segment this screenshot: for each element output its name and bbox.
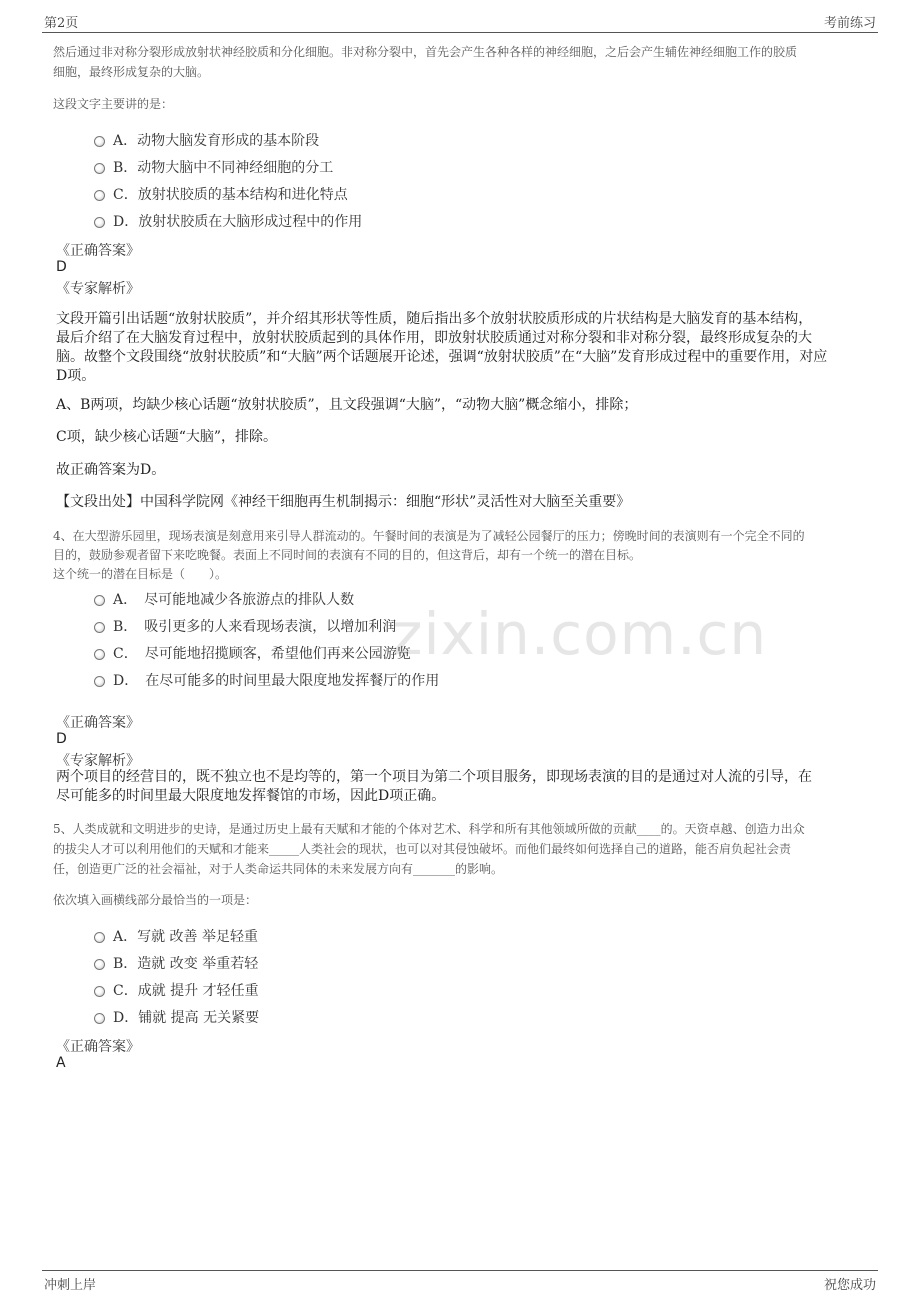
- q5-option-d[interactable]: [94, 1007, 259, 1027]
- q4-answer-label: 《正确答案》: [56, 715, 140, 731]
- q3-answer-label: 《正确答案》: [56, 243, 140, 259]
- option-label: B．动物大脑中不同神经细胞的分工: [113, 160, 334, 176]
- q3-passage-line: 然后通过非对称分裂形成放射状神经胶质和分化细胞。非对称分裂中，首先会产生各种各样的神经细胞，之后会产生辅佐神经细胞工作的胶质: [53, 45, 798, 59]
- q4-analysis: [56, 768, 812, 806]
- q3-option-c[interactable]: [94, 184, 348, 204]
- q4-option-d[interactable]: [94, 670, 439, 690]
- q3-option-d[interactable]: [94, 211, 362, 231]
- q5-prompt: 依次填入画横线部分最恰当的一项是：: [53, 893, 258, 907]
- analysis-line: 文段开篇引出话题“放射状胶质”，并介绍其形状等性质，随后指出多个放射状胶质形成的片状结构是大脑发育的基本结构，: [56, 311, 813, 327]
- q3-passage-line: 细胞，最终形成复杂的大脑。: [53, 65, 210, 79]
- option-label: A． 尽可能地减少各旅游点的排队人数: [113, 592, 355, 608]
- radio-button-icon[interactable]: [94, 932, 105, 943]
- radio-button-icon[interactable]: [94, 163, 105, 174]
- q4-question: [53, 527, 805, 584]
- option-label: A．动物大脑发育形成的基本阶段: [113, 133, 320, 149]
- q3-passage: [53, 42, 797, 82]
- q3-analysis: [56, 310, 827, 386]
- q5-question: [53, 819, 805, 879]
- option-label: D． 在尽可能多的时间里最大限度地发挥餐厅的作用: [113, 673, 440, 689]
- q4-option-c[interactable]: [94, 643, 411, 663]
- q3-source: 【文段出处】中国科学院网《神经干细胞再生机制揭示：细胞“形状”灵活性对大脑至关重要》: [56, 494, 631, 510]
- q3-prompt: 这段文字主要讲的是：: [53, 97, 174, 111]
- q3-option-b[interactable]: [94, 157, 333, 177]
- analysis-line: 两个项目的经营目的，既不独立也不是均等的，第一个项目为第二个项目服务，即现场表演的目的是通过对人流的引导，在: [56, 769, 812, 785]
- option-label: B． 吸引更多的人来看现场表演，以增加利润: [113, 619, 397, 635]
- watermark: zixin.com.cn: [392, 600, 768, 668]
- option-label: D．铺就 提高 无关紧要: [113, 1010, 260, 1026]
- q5-answer: A: [56, 1055, 66, 1071]
- q5-question-line: 任，创造更广泛的社会福祉，对于人类命运共同体的未来发展方向有_______的影响。: [53, 862, 504, 876]
- q3-analysis-label: 《专家解析》: [56, 281, 140, 297]
- q4-question-line: 目的，鼓励参观者留下来吃晚餐。表面上不同时间的表演有不同的目的，但这背后，却有一个统一的潜在目标。: [53, 548, 642, 562]
- radio-button-icon[interactable]: [94, 595, 105, 606]
- radio-button-icon[interactable]: [94, 217, 105, 228]
- q5-question-line: 的拔尖人才可以利用他们的天赋和才能来_____人类社会的现状，也可以对其侵蚀破坏。而他们最终如何选择自己的道路，能否肩负起社会责: [53, 842, 792, 856]
- option-label: A．写就 改善 举足轻重: [113, 929, 259, 945]
- q3-answer: D: [56, 259, 67, 275]
- radio-button-icon[interactable]: [94, 136, 105, 147]
- footer-left-text: 冲刺上岸: [44, 1278, 97, 1293]
- q5-question-line: 5、人类成就和文明进步的史诗，是通过历史上最有天赋和才能的个体对艺术、科学和所有其他领域所做的贡献____的。天资卓越、创造力出众: [53, 822, 805, 836]
- q3-analysis-ab: A、B两项，均缺少核心话题“放射状胶质”，且文段强调“大脑”，“动物大脑”概念缩小，排除；: [56, 397, 638, 413]
- analysis-line: 最后介绍了在大脑发育过程中，放射状胶质起到的具体作用，即放射状胶质通过对称分裂和非对称分裂，最终形成复杂的大: [56, 330, 812, 346]
- option-label: C．放射状胶质的基本结构和进化特点: [113, 187, 348, 203]
- page-number: 第2页: [44, 16, 79, 31]
- option-label: C． 尽可能地招揽顾客，希望他们再来公园游览: [113, 646, 411, 662]
- q4-question-line: 这个统一的潜在目标是（ ）。: [53, 567, 228, 581]
- analysis-line: 脑。故整个文段围绕“放射状胶质”和“大脑”两个话题展开论述，强调“放射状胶质”在“大脑”发育形成过程中的重要作用，对应: [56, 349, 828, 365]
- option-label: D．放射状胶质在大脑形成过程中的作用: [113, 214, 363, 230]
- header-title: 考前练习: [823, 16, 876, 31]
- q4-analysis-label: 《专家解析》: [56, 753, 140, 769]
- q5-option-a[interactable]: [94, 926, 258, 946]
- analysis-line: D项。: [56, 368, 96, 384]
- header-divider: [42, 32, 878, 33]
- radio-button-icon[interactable]: [94, 959, 105, 970]
- q3-option-a[interactable]: [94, 130, 319, 150]
- radio-button-icon[interactable]: [94, 190, 105, 201]
- q5-option-c[interactable]: [94, 980, 259, 1000]
- option-label: C．成就 提升 才轻任重: [113, 983, 259, 999]
- q4-question-line: 4、在大型游乐园里，现场表演是刻意用来引导人群流动的。午餐时间的表演是为了减轻公园餐厅的压力；傍晚时间的表演则有一个完全不同的: [53, 529, 805, 543]
- radio-button-icon[interactable]: [94, 649, 105, 660]
- q4-option-a[interactable]: [94, 589, 354, 609]
- q3-conclusion: 故正确答案为D。: [56, 462, 166, 478]
- analysis-line: 尽可能多的时间里最大限度地发挥餐馆的市场，因此D项正确。: [56, 788, 446, 804]
- radio-button-icon[interactable]: [94, 986, 105, 997]
- footer-divider: [42, 1270, 878, 1271]
- q3-analysis-c: C项，缺少核心话题“大脑”，排除。: [56, 429, 278, 445]
- q5-answer-label: 《正确答案》: [56, 1039, 140, 1055]
- option-label: B．造就 改变 举重若轻: [113, 956, 259, 972]
- q4-option-b[interactable]: [94, 616, 396, 636]
- radio-button-icon[interactable]: [94, 622, 105, 633]
- radio-button-icon[interactable]: [94, 1013, 105, 1024]
- q5-option-b[interactable]: [94, 953, 258, 973]
- q4-answer: D: [56, 731, 67, 747]
- radio-button-icon[interactable]: [94, 676, 105, 687]
- footer-right-text: 祝您成功: [823, 1278, 876, 1293]
